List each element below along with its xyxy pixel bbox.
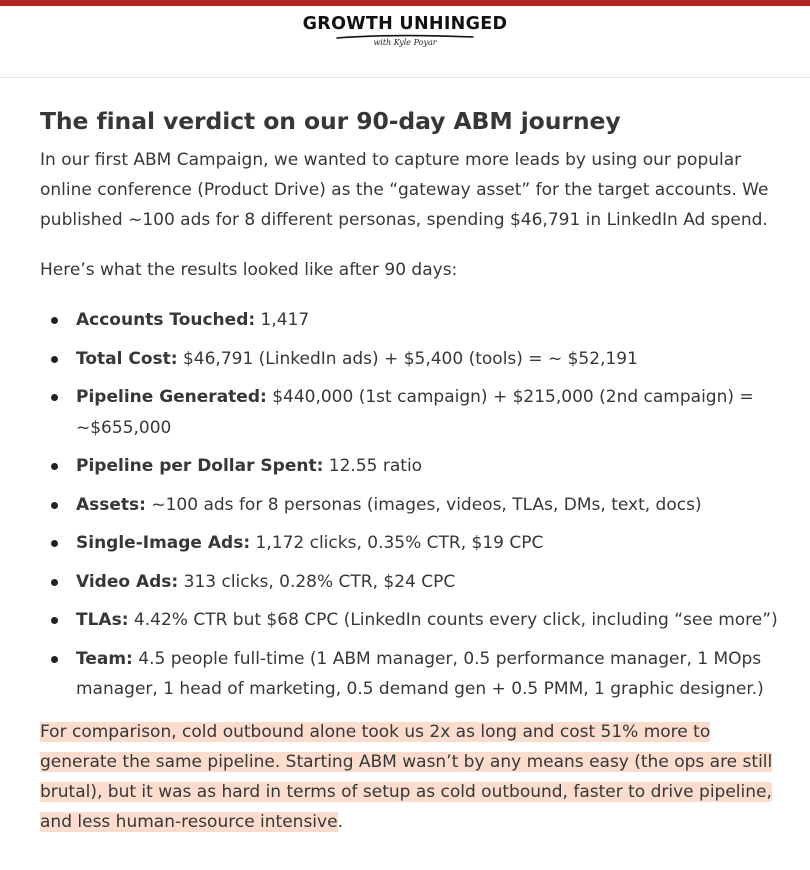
list-item-text: 1,417 <box>255 310 310 330</box>
list-item-label: Team: <box>76 648 133 669</box>
conclusion-tail: . <box>337 811 343 832</box>
list-item <box>40 344 780 375</box>
conclusion-paragraph <box>40 717 780 837</box>
list-item <box>40 605 780 636</box>
list-item-text: 313 clicks, 0.28% CTR, $24 CPC <box>178 571 456 592</box>
list-item-text: 4.42% CTR but $68 CPC (LinkedIn counts every click, including “see more”) <box>128 610 778 630</box>
results-lead-paragraph: Here’s what the results looked like after 90 days: <box>40 260 458 280</box>
bullet-icon <box>51 317 58 324</box>
bullet-icon <box>51 656 58 663</box>
site-logo-title[interactable]: GROWTH UNHINGED <box>302 14 508 34</box>
article-body <box>40 79 780 854</box>
list-item-label: Single-Image Ads: <box>76 533 251 553</box>
list-item-label: Video Ads: <box>76 571 179 592</box>
list-item <box>40 567 780 598</box>
masthead <box>0 6 810 78</box>
bullet-icon <box>51 394 58 401</box>
list-item-label: Total Cost: <box>76 348 178 369</box>
list-item <box>40 451 780 482</box>
list-item-text: $46,791 (LinkedIn ads) + $5,400 (tools) = ~ $52,191 <box>177 348 638 369</box>
bullet-icon <box>51 540 58 547</box>
list-item-label: Pipeline per Dollar Spent: <box>76 456 324 476</box>
bullet-icon <box>51 579 58 586</box>
bullet-icon <box>51 502 58 509</box>
bullet-icon <box>51 617 58 624</box>
bullet-icon <box>51 463 58 470</box>
list-item-text: 12.55 ratio <box>323 456 423 476</box>
list-item <box>40 305 780 336</box>
list-item-text: 4.5 people full-time (1 ABM manager, 0.5 performance manager, 1 MOps manager, 1 head of marketing, 0.5 demand gen + 0.5 PMM, 1 graphic designer.) <box>76 648 764 699</box>
list-item-label: Assets: <box>76 494 146 515</box>
list-item <box>40 644 780 705</box>
list-item-label: Accounts Touched: <box>76 310 256 330</box>
article-headline: The final verdict on our 90-day ABM journey <box>40 107 621 135</box>
list-item <box>40 382 780 443</box>
bullet-icon <box>51 356 58 363</box>
list-item-label: Pipeline Generated: <box>76 387 267 407</box>
list-item <box>40 528 780 559</box>
highlighted-text[interactable]: For comparison, cold outbound alone took us 2x as long and cost 51% more to generate the same pipeline. Starting ABM wasn’t by any means easy (the ops are still brutal), but it was as hard in terms of setup as cold outbound, faster to drive pipeline, and less human-resource intensive <box>40 721 773 832</box>
list-item <box>40 490 780 521</box>
list-item-text: $440,000 (1st campaign) + $215,000 (2nd campaign) = ~$655,000 <box>76 387 754 438</box>
list-item-text: ~100 ads for 8 personas (images, videos, TLAs, DMs, text, docs) <box>145 494 702 515</box>
list-item-text: 1,172 clicks, 0.35% CTR, $19 CPC <box>250 533 544 553</box>
intro-paragraph: In our first ABM Campaign, we wanted to capture more leads by using our popular online conference (Product Drive) as the “gateway asset” for the target accounts. We published ~100 ads for 8 different personas, spending $46,791 in LinkedIn Ad spend. <box>40 150 769 230</box>
results-list <box>40 305 780 705</box>
site-logo-subtitle: with Kyle Poyar <box>373 38 437 47</box>
list-item-label: TLAs: <box>76 610 129 630</box>
